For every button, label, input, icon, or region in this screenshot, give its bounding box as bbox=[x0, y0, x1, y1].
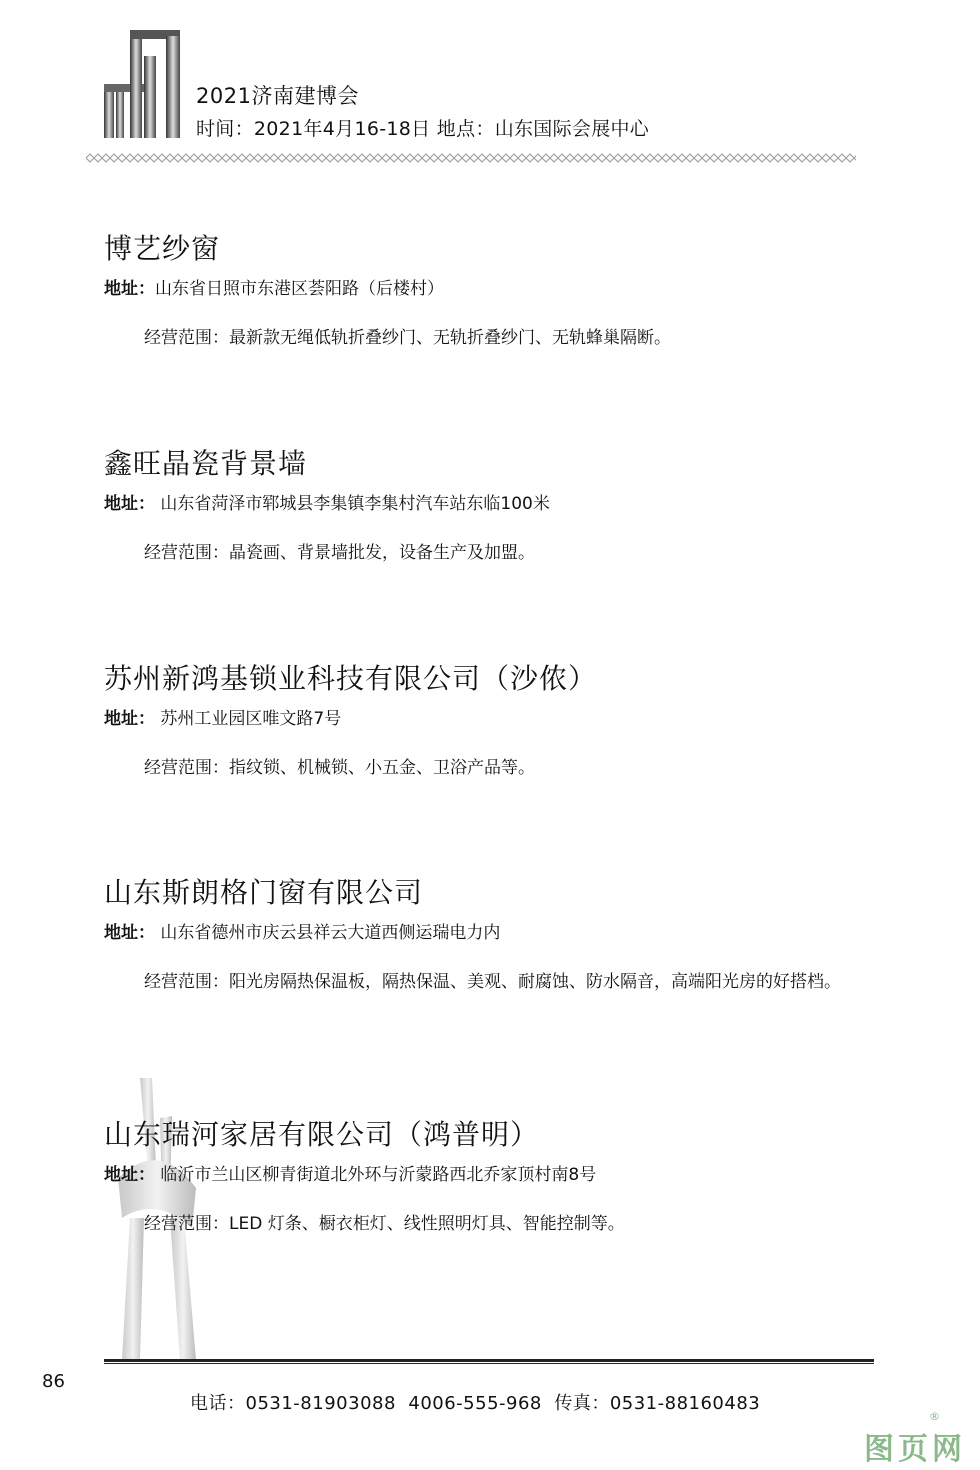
address-label: 地址： bbox=[104, 279, 155, 299]
address-label: 地址： bbox=[104, 1165, 155, 1185]
exhibitor-entry bbox=[104, 1118, 864, 1239]
header-subtitle: 时间：2021年4月16-18日 地点：山东国际会展中心 bbox=[196, 118, 650, 140]
business-scope: 经营范围：LED 灯条、橱衣柜灯、线性照明灯具、智能控制等。 bbox=[144, 1214, 625, 1234]
company-address bbox=[104, 278, 864, 300]
footer-contact: 电话：0531-81903088 4006-555-968 传真：0531-88160483 bbox=[190, 1393, 761, 1414]
business-scope: 经营范围：阳光房隔热保温板，隔热保温、美观、耐腐蚀、防水隔音，高端阳光房的好搭档。 bbox=[144, 972, 841, 992]
company-name: 苏州新鸿基锁业科技有限公司（沙侬） bbox=[104, 662, 598, 695]
company-name: 山东瑞河家居有限公司（鸿普明） bbox=[104, 1118, 540, 1151]
header-divider bbox=[86, 152, 856, 164]
company-address bbox=[104, 1164, 864, 1186]
address-text: 山东省菏泽市郓城县李集镇李集村汽车站东临100米 bbox=[155, 494, 550, 514]
address-text: 山东省德州市庆云县祥云大道西侧运瑞电力内 bbox=[155, 923, 501, 943]
site-watermark: 图页网 bbox=[864, 1432, 966, 1467]
exhibitor-entry bbox=[104, 447, 864, 568]
address-text: 苏州工业园区唯文路7号 bbox=[155, 709, 342, 729]
footer-divider bbox=[104, 1359, 874, 1364]
business-scope: 经营范围：最新款无绳低轨折叠纱门、无轨折叠纱门、无轨蜂巢隔断。 bbox=[144, 328, 671, 348]
header-title: 2021济南建博会 bbox=[196, 84, 359, 108]
business-scope: 经营范围：指纹锁、机械锁、小五金、卫浴产品等。 bbox=[144, 758, 535, 778]
page-number: 86 bbox=[42, 1371, 65, 1392]
exhibitor-entry bbox=[104, 232, 864, 353]
business-scope: 经营范围：晶瓷画、背景墙批发，设备生产及加盟。 bbox=[144, 543, 535, 563]
company-address bbox=[104, 922, 864, 944]
expo-logo bbox=[104, 26, 184, 138]
company-name: 鑫旺晶瓷背景墙 bbox=[104, 447, 308, 480]
address-text: 山东省日照市东港区荟阳路（后楼村） bbox=[155, 279, 444, 299]
address-text: 临沂市兰山区柳青街道北外环与沂蒙路西北乔家顶村南8号 bbox=[155, 1165, 597, 1185]
address-label: 地址： bbox=[104, 923, 155, 943]
exhibitor-entry bbox=[104, 876, 864, 997]
address-label: 地址： bbox=[104, 494, 155, 514]
company-address bbox=[104, 493, 864, 515]
address-label: 地址： bbox=[104, 709, 155, 729]
exhibitor-entry bbox=[104, 662, 864, 783]
company-name: 山东斯朗格门窗有限公司 bbox=[104, 876, 424, 909]
registered-mark: ® bbox=[929, 1410, 940, 1423]
company-address bbox=[104, 708, 864, 730]
company-name: 博艺纱窗 bbox=[104, 232, 221, 265]
